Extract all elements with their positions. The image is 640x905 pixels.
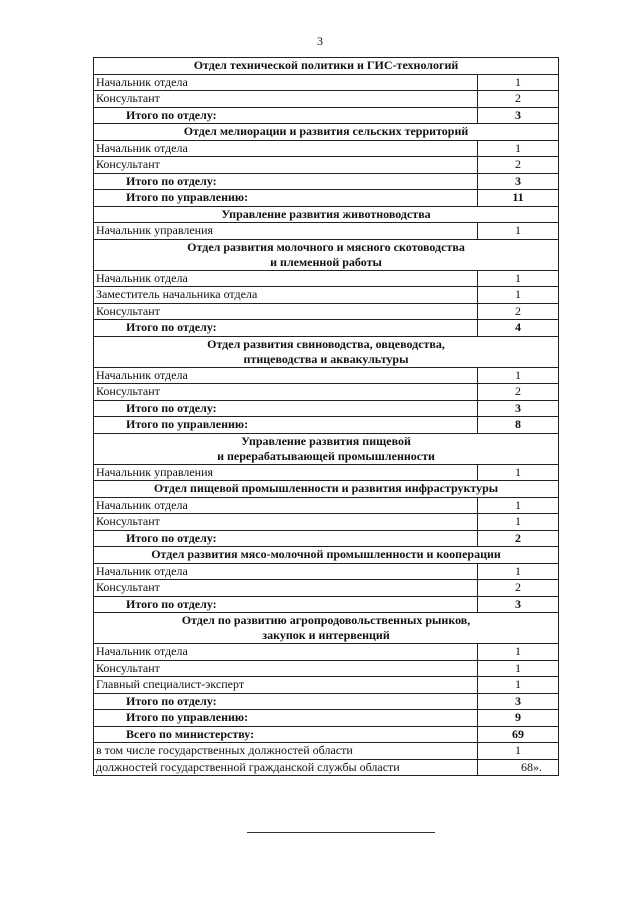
- position-title: Начальник отдела: [94, 140, 478, 157]
- section-title: Отдел развития мясо-молочной промышленности и кооперации: [94, 547, 559, 564]
- total-label: Всего по министерству:: [94, 726, 478, 743]
- total-label: Итого по отделу:: [94, 693, 478, 710]
- total-count: 69: [478, 726, 559, 743]
- position-title: Консультант: [94, 157, 478, 174]
- position-title: Заместитель начальника отдела: [94, 287, 478, 304]
- position-title: Начальник отдела: [94, 367, 478, 384]
- section-header-row: [94, 206, 559, 223]
- position-row: [94, 384, 559, 401]
- position-title: Консультант: [94, 91, 478, 108]
- position-row: [94, 580, 559, 597]
- position-title: Начальник отдела: [94, 497, 478, 514]
- position-count: 1: [478, 660, 559, 677]
- position-row: [94, 91, 559, 108]
- section-title: Отдел развития молочного и мясного скотоводства и племенной работы: [94, 239, 559, 270]
- total-count: 3: [478, 596, 559, 613]
- position-count: 1: [478, 464, 559, 481]
- section-header-row: [94, 58, 559, 75]
- total-count: 2: [478, 530, 559, 547]
- total-row: [94, 417, 559, 434]
- total-row: [94, 400, 559, 417]
- section-header-row: [94, 481, 559, 498]
- total-count: 3: [478, 693, 559, 710]
- total-count: 11: [478, 190, 559, 207]
- position-row: [94, 157, 559, 174]
- position-count: 1: [478, 644, 559, 661]
- position-title: должностей государственной гражданской службы области: [94, 759, 478, 776]
- total-count: 3: [478, 107, 559, 124]
- position-count: 1: [478, 287, 559, 304]
- section-title: Управление развития животноводства: [94, 206, 559, 223]
- page-number: 3: [317, 34, 323, 48]
- position-title: Консультант: [94, 580, 478, 597]
- position-row: [94, 563, 559, 580]
- position-row: [94, 497, 559, 514]
- total-row: [94, 596, 559, 613]
- position-title: Начальник отдела: [94, 270, 478, 287]
- position-title: Консультант: [94, 303, 478, 320]
- position-row: [94, 644, 559, 661]
- total-label: Итого по отделу:: [94, 320, 478, 337]
- position-row: [94, 759, 559, 776]
- position-row: [94, 140, 559, 157]
- position-title: Консультант: [94, 660, 478, 677]
- total-label: Итого по отделу:: [94, 530, 478, 547]
- position-row: [94, 287, 559, 304]
- position-title: Главный специалист-эксперт: [94, 677, 478, 694]
- position-count: 2: [478, 91, 559, 108]
- total-row: [94, 190, 559, 207]
- total-row: [94, 107, 559, 124]
- position-count: 1: [478, 497, 559, 514]
- position-count: 2: [478, 384, 559, 401]
- position-count: 1: [478, 677, 559, 694]
- position-row: [94, 660, 559, 677]
- position-title: Начальник отдела: [94, 644, 478, 661]
- position-count: 1: [478, 514, 559, 531]
- position-count: 1: [478, 563, 559, 580]
- position-title: Начальник управления: [94, 464, 478, 481]
- position-count: 2: [478, 157, 559, 174]
- total-label: Итого по отделу:: [94, 596, 478, 613]
- total-row: [94, 173, 559, 190]
- total-count: 8: [478, 417, 559, 434]
- position-count: 2: [478, 580, 559, 597]
- total-label: Итого по отделу:: [94, 400, 478, 417]
- position-row: [94, 367, 559, 384]
- section-title: Отдел пищевой промышленности и развития инфраструктуры: [94, 481, 559, 498]
- section-header-row: [94, 336, 559, 367]
- total-row: [94, 726, 559, 743]
- position-count: 1: [478, 223, 559, 240]
- section-header-row: [94, 433, 559, 464]
- position-count: 1: [478, 743, 559, 760]
- position-title: Начальник отдела: [94, 74, 478, 91]
- total-label: Итого по отделу:: [94, 173, 478, 190]
- section-header-row: [94, 547, 559, 564]
- position-title: Начальник отдела: [94, 563, 478, 580]
- position-row: [94, 223, 559, 240]
- position-row: [94, 74, 559, 91]
- total-count: 4: [478, 320, 559, 337]
- position-row: [94, 677, 559, 694]
- position-title: Консультант: [94, 514, 478, 531]
- section-title: Отдел мелиорации и развития сельских территорий: [94, 124, 559, 141]
- position-row: [94, 464, 559, 481]
- staffing-table: [93, 57, 559, 776]
- position-title: в том числе государственных должностей области: [94, 743, 478, 760]
- total-label: Итого по управлению:: [94, 190, 478, 207]
- position-title: Консультант: [94, 384, 478, 401]
- section-header-row: [94, 124, 559, 141]
- position-row: [94, 514, 559, 531]
- position-title: Начальник управления: [94, 223, 478, 240]
- section-header-row: [94, 239, 559, 270]
- position-row: [94, 303, 559, 320]
- section-title: Отдел технической политики и ГИС-технологий: [94, 58, 559, 75]
- position-row: [94, 743, 559, 760]
- total-count: 9: [478, 710, 559, 727]
- total-count: 3: [478, 173, 559, 190]
- position-count: 2: [478, 303, 559, 320]
- total-row: [94, 530, 559, 547]
- closing-rule: [247, 832, 435, 833]
- total-row: [94, 320, 559, 337]
- position-count: 1: [478, 270, 559, 287]
- position-count: 68».: [478, 759, 559, 776]
- total-row: [94, 710, 559, 727]
- position-count: 1: [478, 74, 559, 91]
- section-title: Управление развития пищевой и перерабатывающей промышленности: [94, 433, 559, 464]
- position-count: 1: [478, 140, 559, 157]
- total-label: Итого по отделу:: [94, 107, 478, 124]
- section-title: Отдел развития свиноводства, овцеводства, птицеводства и аквакультуры: [94, 336, 559, 367]
- staffing-table-body: [94, 58, 559, 776]
- total-row: [94, 693, 559, 710]
- total-count: 3: [478, 400, 559, 417]
- position-row: [94, 270, 559, 287]
- total-label: Итого по управлению:: [94, 710, 478, 727]
- total-label: Итого по управлению:: [94, 417, 478, 434]
- position-count: 1: [478, 367, 559, 384]
- section-header-row: [94, 613, 559, 644]
- section-title: Отдел по развитию агропродовольственных рынков, закупок и интервенций: [94, 613, 559, 644]
